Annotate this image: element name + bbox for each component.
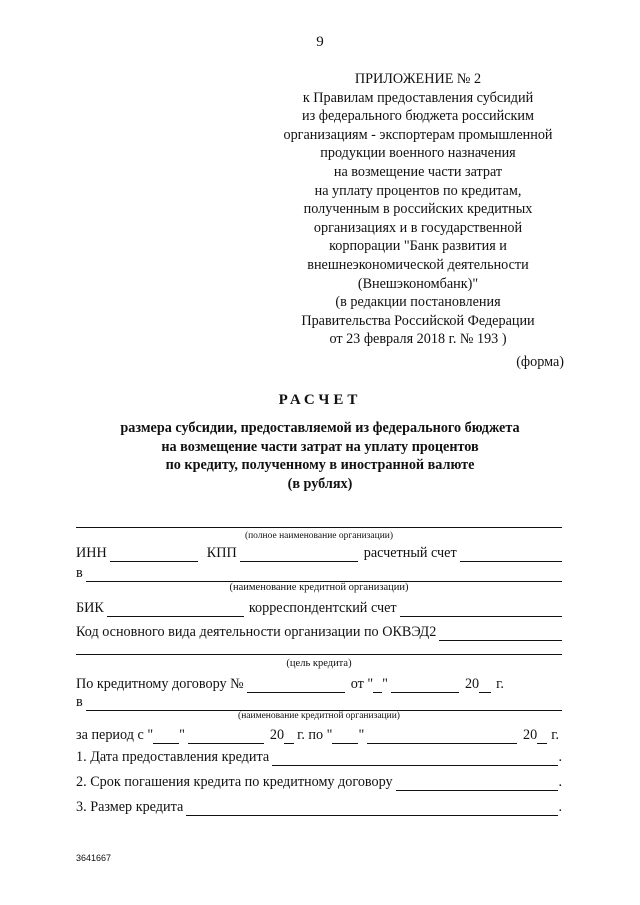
appendix-line: полученным в российских кредитных [303, 201, 533, 218]
hint-bank-name: (наименование кредитной организации) [229, 582, 409, 593]
appendix-line: из федерального бюджета российским [302, 108, 534, 125]
row-bank [76, 562, 562, 582]
subtitle-line: на возмещение части затрат на уплату процентов [161, 438, 479, 455]
period-to-month-field[interactable] [367, 728, 517, 744]
form-label: (форма) [516, 354, 564, 370]
appendix-line: Правительства Российской Федерации [301, 312, 535, 329]
appendix-line: продукции военного назначения [320, 145, 516, 162]
row-bank2 [76, 691, 562, 711]
quote-close-1: " [179, 727, 185, 743]
item-2-field[interactable] [396, 775, 559, 791]
period-from-day-field[interactable] [153, 728, 179, 744]
contract-label: По кредитному договору № [76, 676, 244, 692]
bank-name-field-2[interactable] [86, 695, 562, 711]
document-title: РАСЧЕТ [278, 392, 362, 408]
item-1-field[interactable] [272, 750, 558, 766]
account-field[interactable] [460, 546, 562, 562]
quote-close-2: " [358, 727, 365, 743]
inn-label: ИНН [76, 545, 107, 561]
in-label-2: в [76, 694, 83, 710]
row-contract [76, 673, 562, 693]
row-bik [76, 597, 562, 617]
item-1-label: 1. Дата предоставления кредита [76, 749, 270, 765]
period-to-year-field[interactable] [537, 728, 547, 744]
hint-org-name: (полное наименование организации) [244, 531, 394, 541]
period-to-day-field[interactable] [332, 728, 358, 744]
appendix-line: от 23 февраля 2018 г. № 193 ) [329, 331, 507, 348]
corr-account-label: корреспондентский счет [248, 600, 397, 616]
bik-field[interactable] [107, 601, 244, 617]
org-name-line [76, 527, 562, 528]
period-from-year-prefix: 20 [269, 727, 285, 743]
bank-name-field[interactable] [86, 566, 562, 582]
year-suffix: г. [496, 676, 504, 692]
appendix-line: ПРИЛОЖЕНИЕ № 2 [354, 71, 482, 87]
subtitle-line: по кредиту, полученному в иностранной валюте [165, 457, 475, 474]
period-label: за период с " [76, 727, 154, 743]
period-from-year-field[interactable] [284, 728, 294, 744]
item-2-dot: . [558, 774, 562, 790]
bik-label: БИК [76, 600, 104, 616]
row-item-1 [76, 746, 562, 766]
appendix-line: на возмещение части затрат [333, 163, 503, 180]
period-year-suffix: г. [551, 727, 559, 743]
appendix-line: на уплату процентов по кредитам, [314, 182, 522, 199]
kpp-field[interactable] [240, 546, 358, 562]
appendix-block [258, 70, 578, 349]
okved-label: Код основного вида деятельности организации по ОКВЭД2 [76, 624, 437, 640]
period-mid-label: г. по " [297, 727, 333, 743]
appendix-line: (Внешэкономбанк)" [357, 275, 479, 292]
page-number: 9 [316, 34, 324, 50]
year-prefix: 20 [464, 676, 480, 692]
row-period [76, 724, 562, 744]
document-subtitle [0, 419, 640, 493]
hint-credit-purpose: (цель кредита) [286, 658, 352, 669]
item-3-label: 3. Размер кредита [76, 799, 184, 815]
row-inn [76, 542, 562, 562]
appendix-line: внешнеэкономической деятельности [307, 256, 529, 273]
item-3-field[interactable] [186, 800, 558, 816]
row-item-2 [76, 771, 562, 791]
hint-bank-name-2: (наименование кредитной организации) [238, 711, 400, 721]
subtitle-line: размера субсидии, предоставляемой из федерального бюджета [120, 420, 520, 436]
appendix-line: (в редакции постановления [335, 294, 501, 311]
account-label: расчетный счет [363, 545, 457, 561]
row-okved [76, 621, 562, 641]
from-label: от " [350, 676, 374, 692]
item-3-dot: . [558, 799, 562, 815]
appendix-line: к Правилам предоставления субсидий [302, 89, 534, 106]
appendix-line: организациях и в государственной [313, 219, 523, 236]
subtitle-line: (в рублях) [287, 475, 353, 492]
in-label: в [76, 565, 83, 581]
item-1-dot: . [558, 749, 562, 765]
document-code: 3641667 [76, 853, 112, 863]
kpp-label: КПП [206, 545, 237, 561]
appendix-line: корпорации "Банк развития и [329, 238, 507, 255]
quote-close: " [382, 676, 388, 692]
inn-field[interactable] [110, 546, 198, 562]
period-from-month-field[interactable] [188, 728, 264, 744]
row-item-3 [76, 796, 562, 816]
credit-purpose-line [76, 654, 562, 655]
corr-account-field[interactable] [400, 601, 562, 617]
period-to-year-prefix: 20 [523, 727, 538, 743]
item-2-label: 2. Срок погашения кредита по кредитному договору [76, 774, 393, 790]
appendix-line: организациям - экспортерам промышленной [283, 126, 553, 143]
okved-field[interactable] [439, 625, 562, 641]
